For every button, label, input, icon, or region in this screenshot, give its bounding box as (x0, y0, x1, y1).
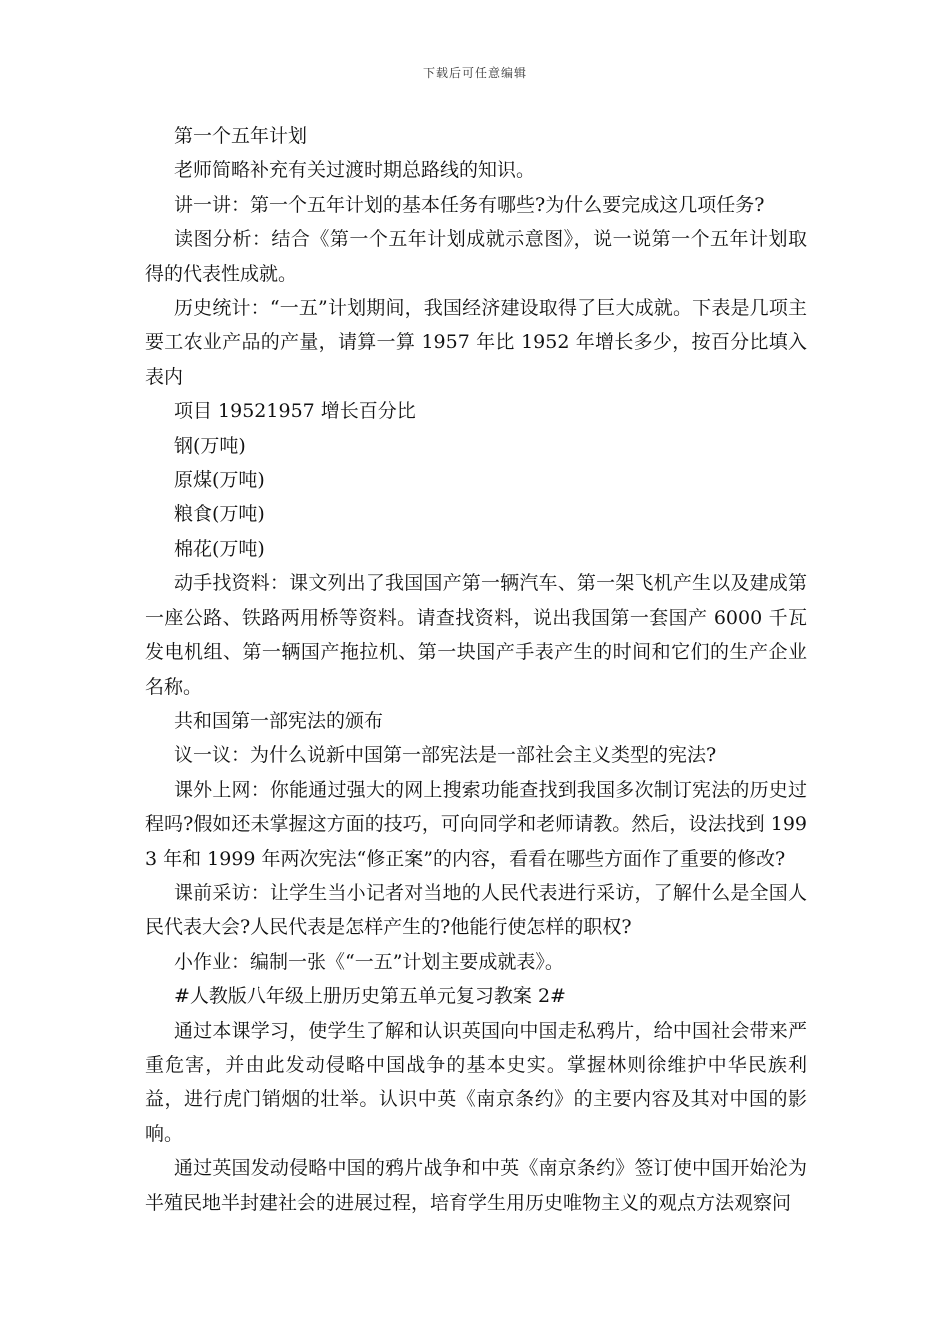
paragraph-map-analysis: 读图分析：结合《第一个五年计划成就示意图》，说一说第一个五年计划取得的代表性成就。 (145, 228, 807, 285)
document-body (145, 119, 807, 1220)
section-heading-constitution: 共和国第一部宪法的颁布 (174, 709, 384, 732)
paragraph-teacher-supplement: 老师简略补充有关过渡时期总路线的知识。 (174, 159, 536, 182)
table-header-line: 项目 19521957 增长百分比 (174, 400, 416, 423)
paragraph-small-assignment: 小作业：编制一张《“一五”计划主要成就表》。 (174, 950, 564, 973)
paragraph-lesson-process: 通过英国发动侵略中国的鸦片战争和中英《南京条约》签订使中国开始沦为半殖民地半封建社会的进展过程，培育学生用历史唯物主义的观点方法观察问 (145, 1157, 807, 1214)
paragraph-discuss-constitution: 议一议：为什么说新中国第一部宪法是一部社会主义类型的宪法? (174, 744, 717, 767)
table-row-coal: 原煤(万吨) (174, 469, 265, 492)
paragraph-history-statistics: 历史统计：“一五”计划期间，我国经济建设取得了巨大成就。下表是几项主要工农业产品的产量，请算一算 1957 年比 1952 年增长多少，按百分比填入表内 (145, 297, 807, 388)
table-row-steel: 钢(万吨) (174, 434, 246, 457)
paragraph-lesson-objectives: 通过本课学习，使学生了解和认识英国向中国走私鸦片，给中国社会带来严重危害，并由此发动侵略中国战争的基本史实。掌握林则徐维护中华民族利益，进行虎门销烟的壮举。认识中英《南京条约》的主要内容及其对中国的影响。 (145, 1019, 807, 1145)
table-row-grain: 粮食(万吨) (174, 503, 265, 526)
table-row-cotton: 棉花(万吨) (174, 537, 265, 560)
paragraph-discussion-task: 讲一讲：第一个五年计划的基本任务有哪些?为什么要完成这几项任务? (174, 193, 765, 216)
page-header: 下载后可任意编辑 (422, 66, 527, 80)
paragraph-online-research: 课外上网：你能通过强大的网上搜索功能查找到我国多次制订宪法的历史过程吗?假如还未掌握这方面的技巧，可向同学和老师请教。然后，设法找到 1993 年和 1999 年两次宪法“修正案”的内容，看看在哪些方面作了重要的修改? (145, 778, 807, 870)
section-heading-first-five-year-plan: 第一个五年计划 (174, 125, 308, 147)
section-heading-lesson-plan-2: #人教版八年级上册历史第五单元复习教案 2# (174, 985, 566, 1008)
paragraph-interview: 课前采访：让学生当小记者对当地的人民代表进行采访，了解什么是全国人民代表大会?人民代表是怎样产生的?他能行使怎样的职权? (145, 881, 807, 939)
paragraph-find-materials: 动手找资料：课文列出了我国国产第一辆汽车、第一架飞机产生以及建成第一座公路、铁路两用桥等资料。请查找资料，说出我国第一套国产 6000 千瓦发电机组、第一辆国产拖拉机、第一块国产手表产生的时间和它们的生产企业名称。 (145, 572, 807, 698)
